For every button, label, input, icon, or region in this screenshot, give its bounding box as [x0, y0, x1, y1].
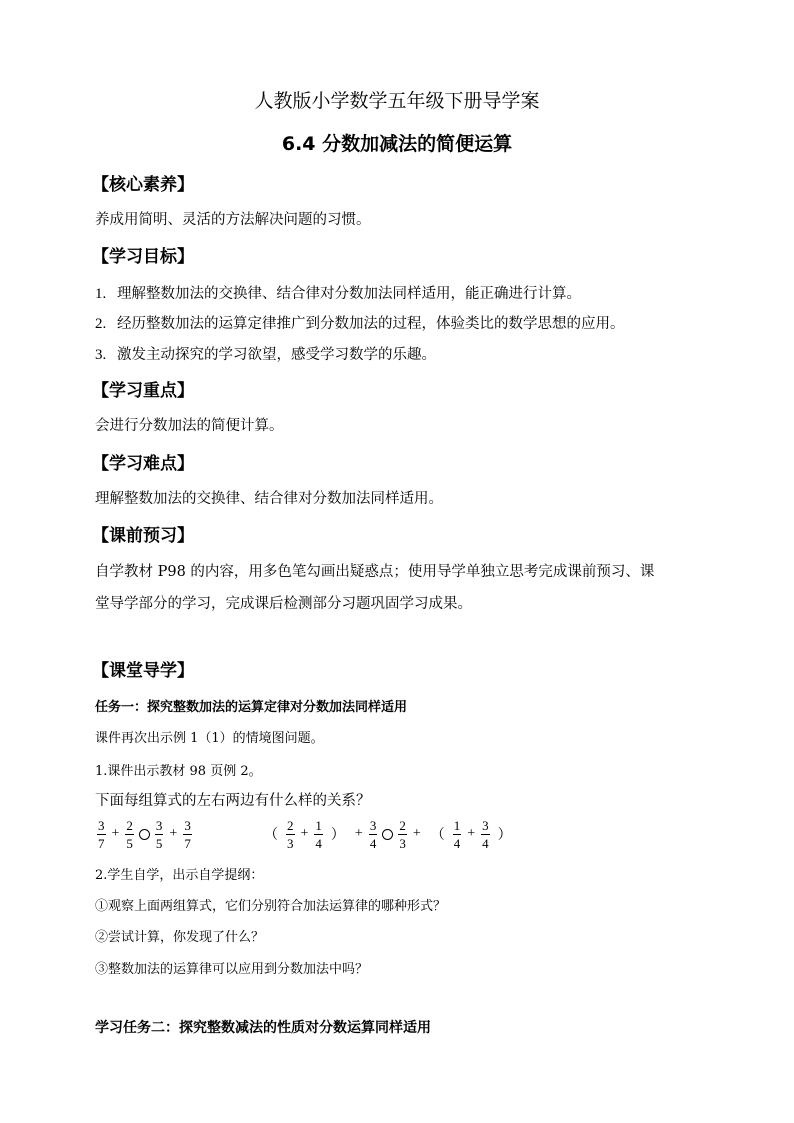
right-paren: ） — [497, 828, 512, 843]
classroom-heading: 【课堂导学】 — [92, 661, 194, 681]
goal-number: 3. — [95, 347, 107, 363]
question-two: ②尝试计算，你发现了什么？ — [95, 930, 265, 945]
fraction: $\frac{3}{5}$ — [155, 817, 163, 851]
classroom-line-1: 课件再次出示例 1（1）的情境图问题。 — [95, 731, 324, 746]
task-one-title: 任务一：探究整数加法的运算定律对分数加法同样适用 — [95, 700, 408, 715]
difficulty-text: 理解整数加法的交换律、结合律对分数加法同样适用。 — [95, 491, 443, 507]
classroom-line-2: 1.课件出示教材 98 页例 2。 — [95, 764, 262, 779]
plus-sign: + — [300, 826, 309, 841]
expression-two — [258, 816, 518, 852]
document-title: 人教版小学数学五年级下册导学案 — [254, 90, 540, 112]
fraction: $\frac{2}{3}$ — [287, 817, 294, 851]
preview-text-line-2: 堂导学部分的学习，完成课后检测部分习题巩固学习成果。 — [95, 596, 472, 612]
goal-item — [95, 343, 436, 364]
expression-one — [95, 816, 194, 852]
task-two-title: 学习任务二：探究整数减法的性质对分数运算同样适用 — [95, 1020, 431, 1036]
compare-circle — [382, 829, 393, 840]
goal-text: 激发主动探究的学习欲望，感受学习数学的乐趣。 — [117, 347, 436, 363]
core-heading: 【核心素养】 — [92, 175, 194, 195]
plus-sign: + — [111, 826, 120, 841]
goals-heading: 【学习目标】 — [92, 247, 194, 267]
plus-sign: + — [169, 826, 178, 841]
left-paren: （ — [430, 828, 445, 843]
fraction: $\frac{3}{4}$ — [482, 817, 489, 851]
plus-sign: + — [467, 826, 476, 841]
question-three: ③整数加法的运算律可以应用到分数加法中吗？ — [95, 962, 369, 977]
goal-number: 2. — [95, 316, 107, 332]
classroom-question: 下面每组算式的左右两边有什么样的关系？ — [95, 793, 371, 809]
fraction: $\frac{1}{4}$ — [453, 817, 461, 851]
plus-sign: + — [354, 826, 363, 841]
core-text: 养成用简明、灵活的方法解决问题的习惯。 — [95, 212, 371, 228]
goal-text: 经历整数加法的运算定律推广到分数加法的过程，体验类比的数学思想的应用。 — [117, 316, 625, 332]
compare-circle — [139, 829, 150, 840]
goal-text: 理解整数加法的交换律、结合律对分数加法同样适用，能正确进行计算。 — [117, 286, 581, 302]
goal-item — [95, 312, 625, 333]
fraction: $\frac{1}{4}$ — [315, 817, 322, 851]
lesson-title: 6.4 分数加减法的简便运算 — [281, 133, 513, 155]
fraction: $\frac{2}{5}$ — [126, 817, 133, 851]
preview-text-line-1: 自学教材 P98 的内容，用多色笔勾画出疑惑点；使用导学单独立思考完成课前预习、课 — [95, 564, 655, 580]
goal-item — [95, 282, 581, 303]
fraction: $\frac{2}{3}$ — [399, 817, 406, 851]
difficulty-heading: 【学习难点】 — [92, 454, 194, 474]
fraction: $\frac{3}{4}$ — [369, 817, 377, 851]
focus-text: 会进行分数加法的简便计算。 — [95, 418, 284, 434]
left-paren: （ — [264, 828, 278, 843]
question-one: ①观察上面两组算式，它们分别符合加法运算律的哪种形式？ — [95, 899, 447, 914]
right-paren: ） — [330, 828, 345, 843]
classroom-line-4: 2.学生自学，出示自学提纲： — [95, 868, 264, 883]
fraction: $\frac{3}{7}$ — [184, 817, 191, 851]
fraction: $\frac{3}{7}$ — [98, 817, 105, 851]
goal-number: 1. — [95, 286, 107, 302]
preview-heading: 【课前预习】 — [92, 526, 194, 546]
plus-sign: + — [412, 826, 421, 841]
focus-heading: 【学习重点】 — [92, 381, 194, 401]
